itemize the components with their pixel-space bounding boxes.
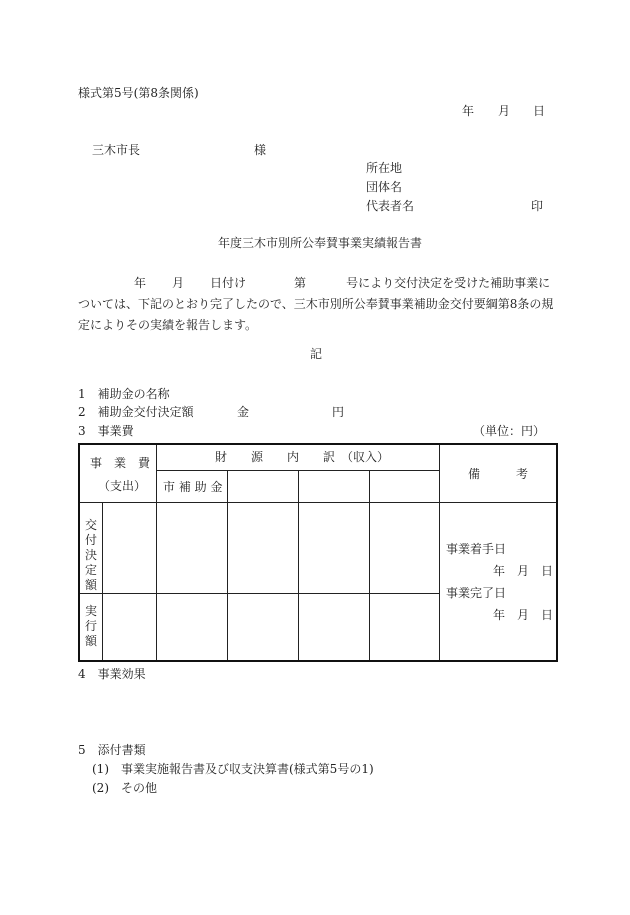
document-title: 年度三木市別所公奉賛事業実績報告書 [218,236,423,250]
hline-header [80,502,556,503]
item-2: 2 補助金交付決定額 [78,405,194,419]
end-date: 年 月 日 [493,608,554,622]
item-5: 5 添付書類 [78,743,146,757]
seal-mark: 印 [531,199,544,213]
intro-text: 号により交付決定を受けた補助事業については、下記のとおり完了したので、三木市別所公奉賛事業補助金交付要綱第8条の規定によりその実績を報告します。 [78,276,554,332]
org-label: 団体名 [366,180,403,194]
addressee-honorific: 様 [254,143,267,157]
row-label-kofu: 交付決定額 [84,518,97,592]
item-4: 4 事業効果 [78,667,146,681]
rep-label: 代表者名 [366,199,415,213]
start-label: 事業着手日 [446,542,507,556]
form-label: 様式第5号(第8条関係) [78,86,199,100]
intro-month: 月 [172,276,185,290]
hline-zaigen [156,470,439,471]
vline-1 [156,445,157,660]
row-label-jikko: 実行額 [84,604,97,648]
header-shishutsu: （支出） [98,479,147,493]
date-year: 年 [462,104,475,118]
expense-table [78,443,558,662]
date-day: 日 [533,104,546,118]
vline-3 [298,471,299,660]
intro-year: 年 [134,276,147,290]
item-1: 1 補助金の名称 [78,387,170,401]
unit-label: （単位：円） [473,424,546,438]
vline-2 [227,471,228,660]
ki-label: 記 [310,347,323,361]
header-zaigen: 財 源 内 訳 （収入） [215,450,390,464]
item-2-kin: 金 [237,405,250,419]
vline-row-header [102,503,103,660]
header-shi-hojokin: 市 補 助 金 [163,480,223,494]
item-5-sub-2: (2) その他 [92,781,157,795]
start-date: 年 月 日 [493,564,554,578]
item-3: 3 事業費 [78,424,134,438]
intro-no-prefix: 第 [294,276,307,290]
item-2-yen: 円 [332,405,345,419]
vline-5 [439,445,440,660]
addressee-name: 三木市長 [92,143,141,157]
end-label: 事業完了日 [446,586,507,600]
hline-rows [80,593,439,594]
intro-paragraph [78,273,556,336]
vline-4 [369,471,370,660]
header-jigyohi: 事 業 費 [90,456,151,470]
item-5-sub-1: (1) 事業実施報告書及び収支決算書(様式第5号の1) [92,762,374,776]
date-month: 月 [498,104,511,118]
intro-dated: 日付け [210,276,247,290]
header-biko: 備 考 [468,467,529,481]
address-label: 所在地 [366,161,403,175]
